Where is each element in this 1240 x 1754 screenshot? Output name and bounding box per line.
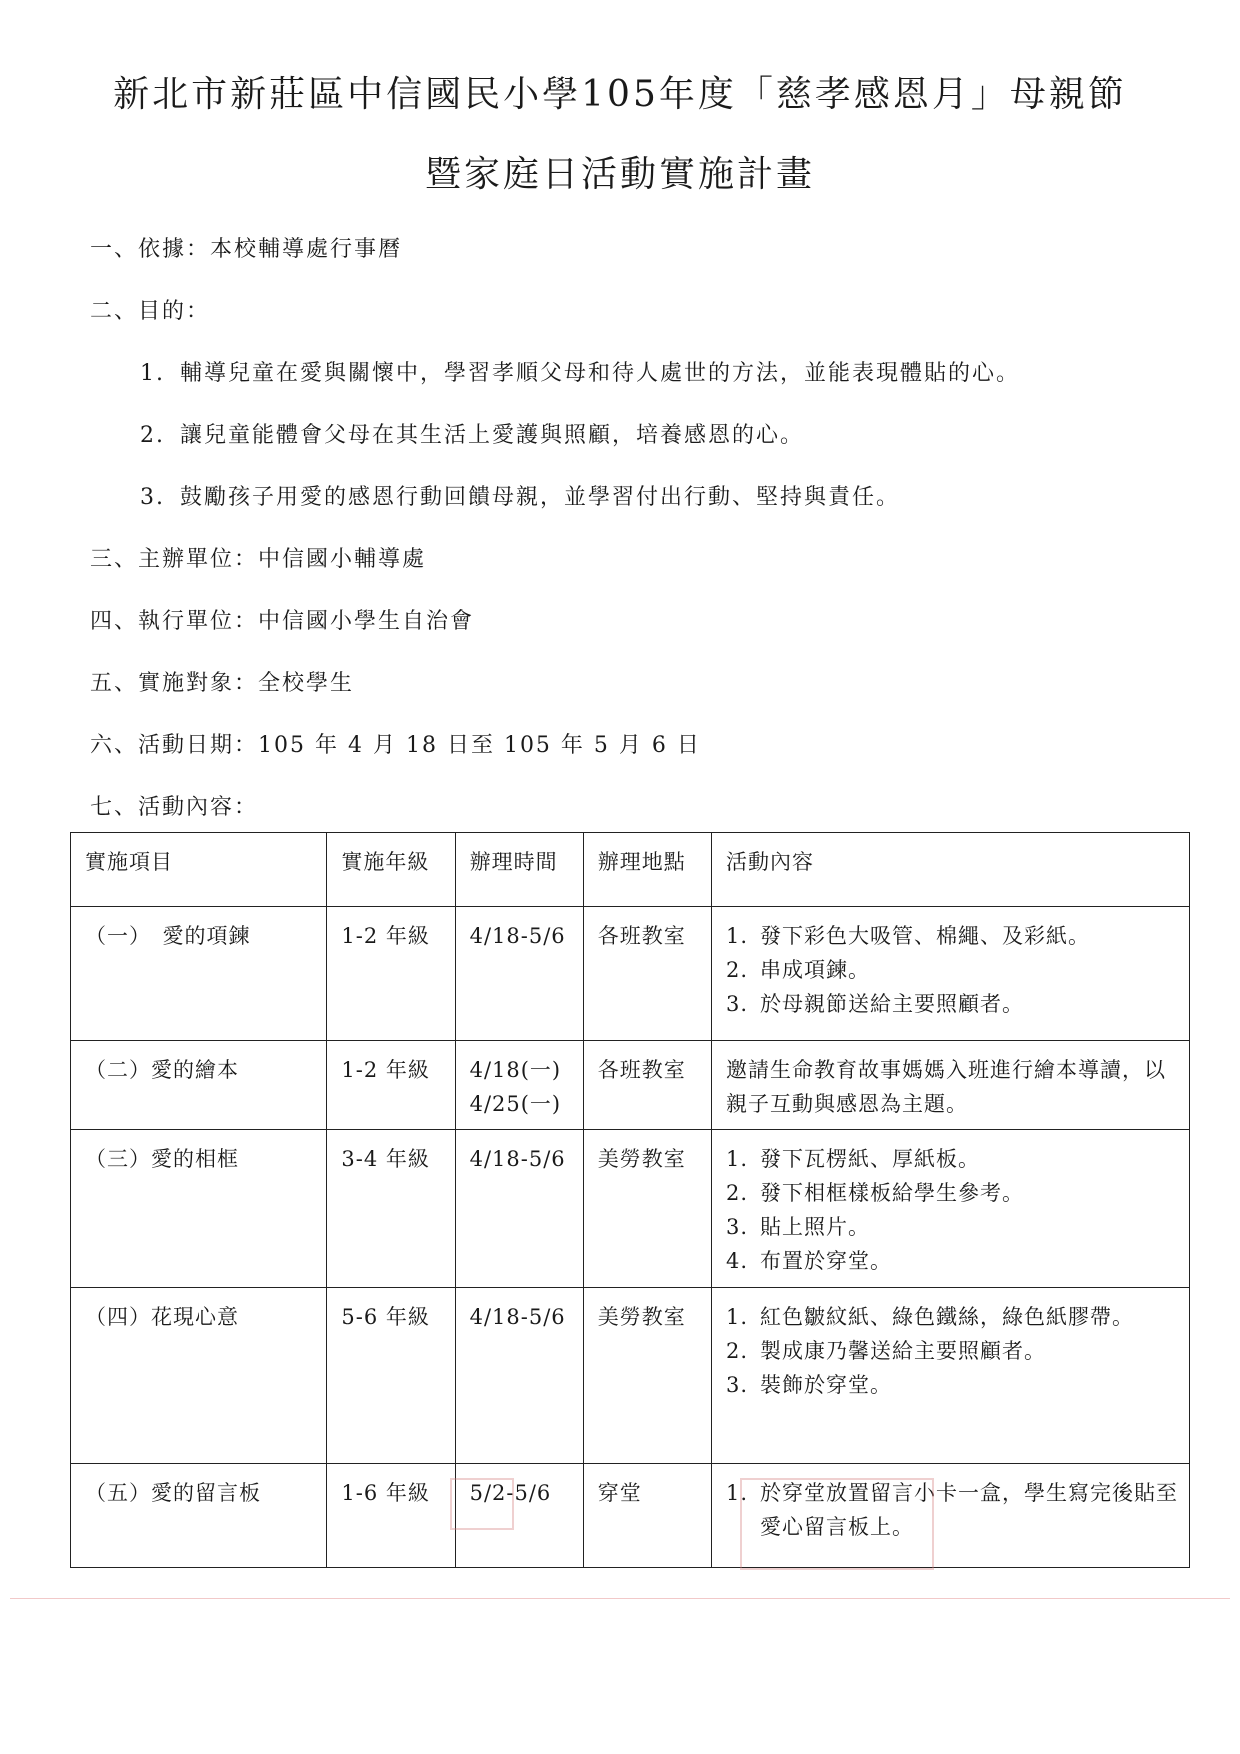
purpose-item-1 <box>140 356 1020 387</box>
list-text: 發下相框樣板給學生參考。 <box>759 1181 1024 1205</box>
section-purpose: 二、目的： <box>90 299 211 324</box>
list-item <box>726 1210 1179 1244</box>
document-title-line2: 暨家庭日活動實施計畫 <box>424 154 815 195</box>
faded-seal-mark <box>740 1478 934 1570</box>
cell-time <box>455 1041 583 1130</box>
cell-place: 各班教室 <box>583 1041 711 1130</box>
list-item <box>726 1368 1179 1402</box>
list-text: 布置於穿堂。 <box>759 1249 892 1273</box>
list-item <box>726 1244 1179 1278</box>
table-row <box>71 1288 1190 1464</box>
cell-item: （四）花現心意 <box>71 1288 327 1464</box>
list-text: 紅色皺紋紙、綠色鐵絲，綠色紙膠帶。 <box>759 1305 1134 1329</box>
time-line-2: 4/25(一) <box>469 1092 562 1116</box>
list-number: 1. <box>725 924 748 948</box>
cell-place: 穿堂 <box>583 1464 711 1568</box>
section-basis: 一、依據：本校輔導處行事曆 <box>90 237 403 262</box>
page-bottom-rule <box>10 1598 1230 1599</box>
list-number: 1. <box>725 1147 748 1171</box>
list-item <box>726 987 1179 1021</box>
purpose-number: 1. <box>140 361 165 386</box>
table-row <box>71 907 1190 1041</box>
list-item <box>726 919 1179 953</box>
purpose-text: 讓兒童能體會父母在其生活上愛護與照顧，培養感恩的心。 <box>180 423 805 448</box>
cell-item: （一） 愛的項鍊 <box>71 907 327 1041</box>
section-target: 五、實施對象：全校學生 <box>90 671 355 696</box>
list-number: 1. <box>725 1305 748 1329</box>
content-list <box>726 1142 1179 1278</box>
list-item <box>726 1334 1179 1368</box>
purpose-text: 鼓勵孩子用愛的感恩行動回饋母親，並學習付出行動、堅持與責任。 <box>180 485 901 510</box>
section-activities: 七、活動內容： <box>90 795 259 820</box>
cell-content: 邀請生命教育故事媽媽入班進行繪本導讀，以親子互動與感恩為主題。 <box>711 1041 1189 1130</box>
header-content: 活動內容 <box>711 833 1189 907</box>
cell-content <box>711 907 1189 1041</box>
cell-time: 5/2-5/6 <box>455 1464 583 1568</box>
cell-place: 美勞教室 <box>583 1288 711 1464</box>
cell-content <box>711 1288 1189 1464</box>
time-line-1: 4/18(一) <box>469 1058 562 1082</box>
purpose-item-2 <box>140 418 804 449</box>
cell-time: 4/18-5/6 <box>455 907 583 1041</box>
table-row <box>71 1041 1190 1130</box>
faded-stamp-mark <box>450 1478 514 1530</box>
table-row <box>71 1130 1190 1288</box>
purpose-text: 輔導兒童在愛與關懷中，學習孝順父母和待人處世的方法，並能表現體貼的心。 <box>180 361 1021 386</box>
cell-item: （五）愛的留言板 <box>71 1464 327 1568</box>
activity-table <box>70 832 1190 1568</box>
list-number: 4. <box>725 1249 748 1273</box>
header-item: 實施項目 <box>71 833 327 907</box>
section-dates: 六、活動日期：105 年 4 月 18 日至 105 年 5 月 6 日 <box>90 733 701 758</box>
cell-place: 美勞教室 <box>583 1130 711 1288</box>
cell-grade: 3-4 年級 <box>327 1130 455 1288</box>
list-text: 於穿堂放置留言小卡一盒，學生寫完後貼至愛心留言板上。 <box>759 1481 1178 1539</box>
cell-content <box>711 1130 1189 1288</box>
header-time: 辦理時間 <box>455 833 583 907</box>
list-item <box>726 953 1179 987</box>
list-item <box>726 1300 1179 1334</box>
cell-grade: 5-6 年級 <box>327 1288 455 1464</box>
cell-time: 4/18-5/6 <box>455 1288 583 1464</box>
list-text: 貼上照片。 <box>759 1215 870 1239</box>
document-title-line1: 新北市新莊區中信國民小學105年度「慈孝感恩月」母親節 <box>113 74 1127 115</box>
cell-grade: 1-2 年級 <box>327 1041 455 1130</box>
list-number: 2. <box>725 1339 748 1363</box>
cell-grade: 1-6 年級 <box>327 1464 455 1568</box>
content-list <box>726 1300 1179 1402</box>
list-text: 發下瓦楞紙、厚紙板。 <box>759 1147 980 1171</box>
purpose-item-3 <box>140 480 900 511</box>
cell-time: 4/18-5/6 <box>455 1130 583 1288</box>
section-organizer: 三、主辦單位：中信國小輔導處 <box>90 547 427 572</box>
list-text: 製成康乃馨送給主要照顧者。 <box>759 1339 1046 1363</box>
list-text: 於母親節送給主要照顧者。 <box>759 992 1024 1016</box>
cell-grade: 1-2 年級 <box>327 907 455 1041</box>
purpose-number: 2. <box>140 423 165 448</box>
list-text: 發下彩色大吸管、棉繩、及彩紙。 <box>759 924 1090 948</box>
section-executor: 四、執行單位：中信國小學生自治會 <box>90 609 475 634</box>
list-number: 1. <box>725 1481 748 1505</box>
list-text: 串成項鍊。 <box>759 958 870 982</box>
table-header-row <box>71 833 1190 907</box>
list-item <box>726 1176 1179 1210</box>
list-number: 3. <box>725 1215 748 1239</box>
cell-item: （二）愛的繪本 <box>71 1041 327 1130</box>
list-number: 2. <box>725 958 748 982</box>
table-row <box>71 1464 1190 1568</box>
header-place: 辦理地點 <box>583 833 711 907</box>
purpose-number: 3. <box>140 485 165 510</box>
cell-place: 各班教室 <box>583 907 711 1041</box>
list-number: 2. <box>725 1181 748 1205</box>
list-item <box>726 1142 1179 1176</box>
list-text: 裝飾於穿堂。 <box>759 1373 892 1397</box>
cell-item: （三）愛的相框 <box>71 1130 327 1288</box>
list-number: 3. <box>725 992 748 1016</box>
content-list <box>726 919 1179 1021</box>
list-number: 3. <box>725 1373 748 1397</box>
header-grade: 實施年級 <box>327 833 455 907</box>
